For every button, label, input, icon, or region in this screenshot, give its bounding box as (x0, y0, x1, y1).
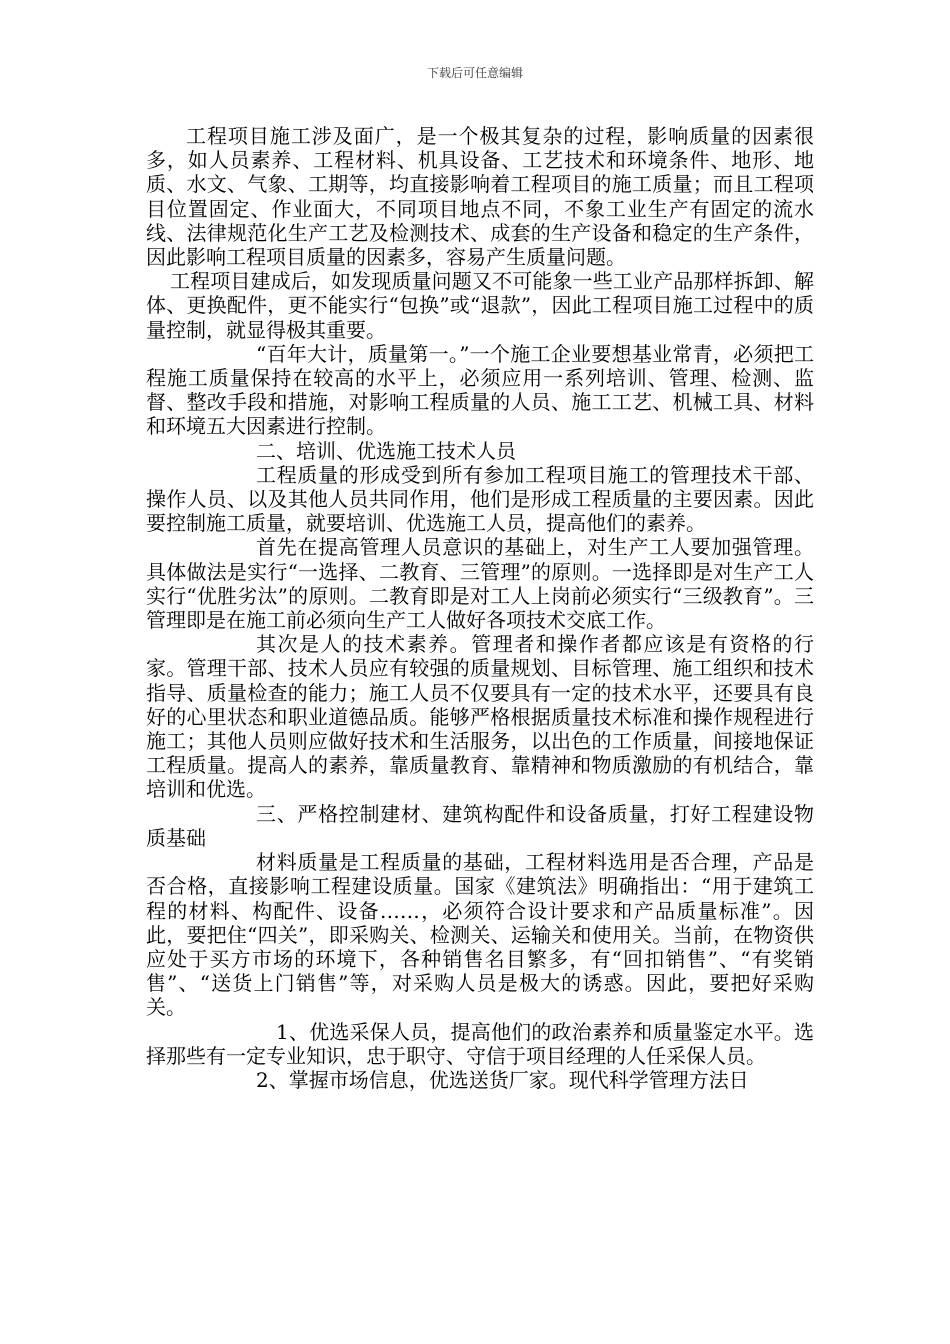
paragraph-importance: 工程项目建成后，如发现质量问题又不可能象一些工业产品那样拆卸、解体、更换配件，更不能实行“包换”或“退款”，因此工程项目施工过程中的质量控制，就显得极其重要。 (146, 269, 814, 342)
paragraph-technical-skill: 其次是人的技术素养。管理者和操作者都应该是有资格的行家。管理干部、技术人员应有较强的质量规划、目标管理、施工组织和技术指导、质量检查的能力；施工人员不仅要具有一定的技术水平，还要具有良好的心里状态和职业道德品质。能够严格根据质量技术标准和操作规程进行施工；其他人员则应做好技术和生活服务，以出色的工作质量，间接地保证工程质量。提高人的素养，靠质量教育、靠精神和物质激励的有机结合，靠培训和优选。 (146, 632, 814, 802)
paragraph-management: 首先在提高管理人员意识的基础上，对生产工人要加强管理。具体做法是实行“一选择、二教育、三管理”的原则。一选择即是对生产工人实行“优胜劣汰”的原则。二教育即是对工人上岗前必须实行“三级教育”。三管理即是在施工前必须向生产工人做好各项技术交底工作。 (146, 535, 814, 633)
paragraph-materials: 材料质量是工程质量的基础，工程材料选用是否合理，产品是否合格，直接影响工程建设质量。国家《建筑法》明确指出：“用于建筑工程的材料、构配件、设备……，必须符合设计要求和产品质量标准”。因此，要把住“四关”，即采购关、检测关、运输关和使用关。当前，在物资供应处于买方市场的环境下，各种销售名目繁多，有“回扣销售”、“有奖销售”、“送货上门销售”等，对采购人员是极大的诱惑。因此，要把好采购关。 (146, 850, 814, 1020)
document-body (146, 124, 814, 1092)
page-header: 下载后可任意编辑 (426, 66, 523, 80)
paragraph-intro: 工程项目施工涉及面广，是一个极其复杂的过程，影响质量的因素很多，如人员素养、工程材料、机具设备、工艺技术和环境条件、地形、地质、水文、气象、工期等，均直接影响着工程项目的施工质量；而且工程项目位置固定、作业面大，不同项目地点不同，不象工业生产有固定的流水线、法律规范化生产工艺及检测技术、成套的生产设备和稳定的生产条件，因此影响工程项目质量的因素多，容易产生质量问题。 (146, 124, 814, 270)
section-heading-training: 二、培训、优选施工技术人员 (256, 438, 516, 463)
list-item-market-info: 2、掌握市场信息，优选送货厂家。现代科学管理方法日 (256, 1067, 749, 1092)
paragraph-quality-first: “百年大计，质量第一。”一个施工企业要想基业常青，必须把工程施工质量保持在较高的水平上，必须应用一系列培训、管理、检测、监督、整改手段和措施，对影响工程质量的人员、施工工艺、机械工具、材料和环境五大因素进行控制。 (146, 341, 814, 439)
list-item-purchasers: 1、优选采保人员，提高他们的政治素养和质量鉴定水平。选择那些有一定专业知识，忠于职守、守信于项目经理的人任采保人员。 (146, 1019, 814, 1068)
paragraph-personnel: 工程质量的形成受到所有参加工程项目施工的管理技术干部、操作人员、以及其他人员共同作用，他们是形成工程质量的主要因素。因此要控制施工质量，就要培训、优选施工人员，提高他们的素养。 (146, 462, 814, 536)
section-heading-materials: 三、严格控制建材、建筑构配件和设备质量，打好工程建设物质基础 (146, 801, 814, 850)
